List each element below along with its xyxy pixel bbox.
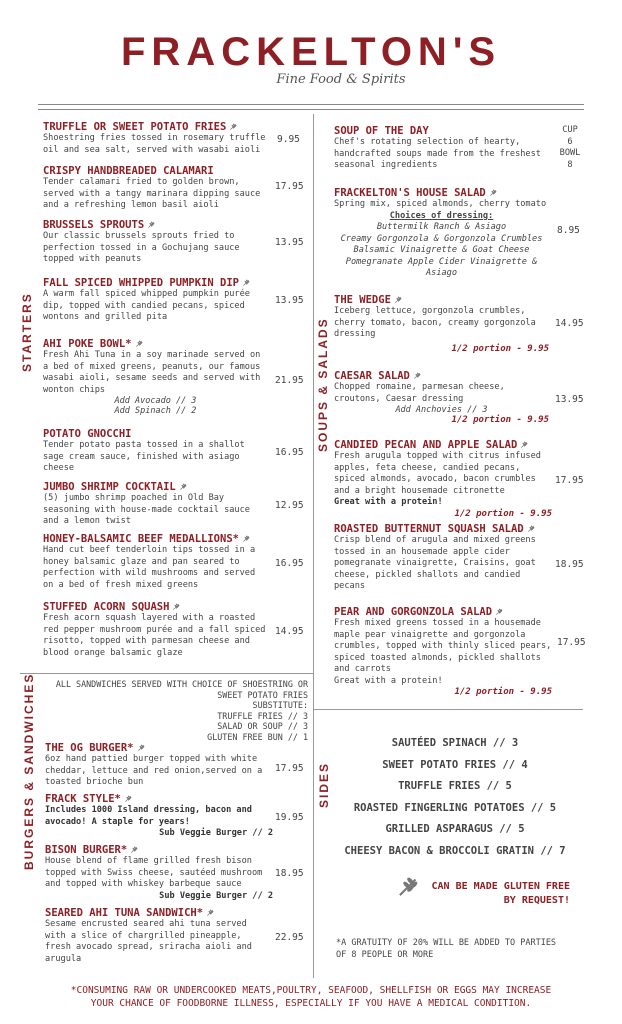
half-portion: 1/2 portion - 9.95: [451, 415, 549, 425]
dressing-option: Buttermilk Ranch & Asiago: [376, 222, 507, 232]
wheat-icon: [520, 440, 529, 449]
item-description: Tender calamari fried to golden brown, served with a tangy marinara dipping sauce and a refreshing lemon basil aioli: [43, 177, 261, 210]
dressing-option: Balsamic Vinaigrette & Goat Cheese: [353, 245, 530, 255]
dressing-option: Creamy Gorgonzola & Gorgonzola Crumbles: [340, 233, 543, 244]
item-name: CAESAR SALAD: [334, 370, 549, 382]
item-description: House blend of flame grilled fresh bison topped with Swiss cheese, sautéed mushroom and topped with whiskey barbeque sauce: [45, 856, 263, 889]
item-addon: Add Anchovies // 3: [395, 405, 488, 415]
starters-divider: [20, 673, 313, 674]
sides-list: [330, 733, 580, 862]
item-name: PEAR AND GORGONZOLA SALAD: [334, 606, 552, 618]
header-rule-bottom: [38, 109, 584, 110]
item-name: FALL SPICED WHIPPED PUMPKIN DIP: [43, 277, 268, 289]
wheat-icon: [229, 122, 238, 131]
half-portion: 1/2 portion - 9.95: [451, 343, 549, 354]
item-name: THE OG BURGER*: [45, 742, 270, 754]
menu-item: [45, 793, 273, 840]
item-price: 17.95: [555, 475, 584, 486]
menu-item: [43, 481, 268, 528]
section-label-soups-salads: SOUPS & SALADS: [316, 317, 330, 452]
wheat-icon: [130, 845, 139, 854]
item-name: ROASTED BUTTERNUT SQUASH SALAD: [334, 523, 552, 535]
menu-item: [334, 294, 549, 354]
item-addon: Add Spinach // 2: [114, 406, 197, 416]
menu-item: [43, 121, 268, 156]
wheat-icon: [137, 743, 146, 752]
item-price: 19.95: [275, 812, 304, 823]
item-price: 13.95: [275, 237, 304, 248]
item-price: 13.95: [275, 295, 304, 306]
side-item: SWEET POTATO FRIES // 4: [382, 758, 528, 771]
item-description: 6oz hand pattied burger topped with white cheddar, lettuce and red onion,served on a toasted brioche bun: [45, 754, 263, 787]
item-name: SOUP OF THE DAY: [334, 125, 429, 137]
menu-item: [43, 165, 268, 212]
item-name: STUFFED ACORN SQUASH: [43, 601, 268, 613]
menu-item: [45, 742, 270, 789]
item-price: 9.95: [277, 134, 300, 145]
item-addon: Add Avocado // 3: [114, 396, 197, 406]
item-name: CRISPY HANDBREADED CALAMARI: [43, 165, 214, 177]
wheat-icon: [489, 188, 498, 197]
section-label-sides: SIDES: [317, 761, 331, 808]
soup-prices: CUP 6 BOWL 8: [559, 125, 581, 170]
menu-item: [334, 187, 549, 280]
wheat-icon: [242, 278, 251, 287]
item-name: FRACKELTON'S HOUSE SALAD: [334, 187, 549, 199]
menu-item: [43, 533, 268, 591]
item-price: 16.95: [275, 558, 304, 569]
item-substitution: Sub Veggie Burger // 2: [159, 828, 273, 838]
menu-item: [334, 125, 549, 172]
salads-divider: [313, 709, 583, 710]
item-name: BISON BURGER*: [45, 844, 273, 856]
item-name: TRUFFLE OR SWEET POTATO FRIES: [43, 121, 268, 133]
menu-item: [43, 277, 268, 324]
item-price: 12.95: [275, 500, 304, 511]
item-description: Chopped romaine, parmesan cheese, croutons, Caesar dressing: [334, 382, 505, 404]
item-name: THE WEDGE: [334, 294, 549, 306]
item-description: Iceberg lettuce, gorgonzola crumbles, cherry tomato, bacon, creamy gorgonzola dressing: [334, 306, 536, 339]
wheat-icon: [206, 908, 215, 917]
menu-item: [43, 601, 268, 659]
item-price: 16.95: [275, 447, 304, 458]
side-item: CHEESY BACON & BROCCOLI GRATIN // 7: [344, 844, 566, 857]
item-name: BRUSSELS SPROUTS: [43, 219, 268, 231]
side-item: GRILLED ASPARAGUS // 5: [385, 823, 525, 835]
half-portion: 1/2 portion - 9.95: [454, 508, 552, 519]
half-portion: 1/2 portion - 9.95: [454, 687, 552, 697]
item-description: Chef's rotating selection of hearty, handcrafted soups made from the freshest seasonal ingredients: [334, 137, 541, 170]
restaurant-name: FRACKELTON'S: [120, 30, 502, 74]
item-description: Fresh Ahi Tuna in a soy marinade served on a bed of mixed greens, peanuts, our famous wasabi aioli, sesame seeds and served with wonton chips: [43, 350, 261, 395]
item-description: A warm fall spiced whipped pumpkin purée dip, topped with candied pecans, spiced wontons and grilled pita: [43, 289, 250, 322]
wheat-icon: [495, 607, 504, 616]
item-price: 17.95: [557, 637, 586, 648]
item-price: 14.95: [275, 626, 304, 637]
gratuity-notice: *A GRATUITY OF 20% WILL BE ADDED TO PARTIES OF 8 PEOPLE OR MORE: [336, 938, 557, 960]
gluten-free-notice: CAN BE MADE GLUTEN FREE BY REQUEST!: [431, 881, 570, 906]
item-substitution: Sub Veggie Burger // 2: [159, 890, 273, 901]
item-price: 8.95: [557, 225, 580, 236]
item-description: Sesame encrusted seared ahi tuna served with a slice of chargrilled pineapple, fresh avocado spread, sriracha aioli and arugula: [45, 919, 252, 964]
wheat-icon: [172, 602, 181, 611]
item-description: Includes 1000 Island dressing, bacon and avocado! A staple for years!: [45, 805, 252, 827]
menu-item: [45, 907, 270, 965]
item-name: HONEY-BALSAMIC BEEF MEDALLIONS*: [43, 533, 268, 545]
food-safety-disclaimer: *CONSUMING RAW OR UNDERCOOKED MEATS,POULTRY, SEAFOOD, SHELLFISH OR EGGS MAY INCREASE YOUR CHANCE OF FOODBORNE ILLNESS, ESPECIALLY IF YOU HAVE A MEDICAL CONDITION.: [70, 985, 552, 1009]
protein-note: Great with a protein!: [334, 675, 443, 686]
wheat-icon: [135, 339, 144, 348]
menu-item: [334, 523, 552, 593]
item-price: 22.95: [275, 932, 304, 943]
side-item: SAUTÉED SPINACH // 3: [391, 737, 519, 749]
item-name: POTATO GNOCCHI: [43, 428, 132, 440]
wheat-icon: [527, 524, 536, 533]
item-name: AHI POKE BOWL*: [43, 338, 268, 350]
item-description: Our classic brussels sprouts fried to perfection tossed in a Gochujang sauce topped with peanuts: [43, 231, 240, 264]
item-name: CANDIED PECAN AND APPLE SALAD: [334, 439, 552, 451]
item-price: 21.95: [275, 375, 304, 386]
item-description: Crisp blend of arugula and mixed greens tossed in an housemade apple cider pomegranate vinaigrette, Craisins, goat cheese, pickled shallots and candied pecans: [334, 535, 536, 591]
wheat-icon: [242, 534, 251, 543]
item-description: Shoestring fries tossed in rosemary truffle oil and sea salt, served with wasabi aioli: [43, 133, 266, 155]
menu-item: [43, 219, 268, 266]
item-price: 14.95: [555, 318, 584, 329]
item-description: (5) jumbo shrimp poached in Old Bay seasoning with house-made cocktail sauce and a lemon twist: [43, 493, 250, 526]
protein-note: Great with a protein!: [334, 497, 443, 507]
item-name: FRACK STYLE*: [45, 793, 273, 805]
section-label-starters: STARTERS: [20, 292, 34, 372]
dressing-title: Choices of dressing:: [389, 210, 494, 221]
sandwich-sides-note: ALL SANDWICHES SERVED WITH CHOICE OF SHOESTRING OR SWEET POTATO FRIES SUBSTITUTE: TRUFFLE FRIES // 3 SALAD OR SOUP // 3 GLUTEN FREE BUN // 1: [55, 679, 308, 742]
item-name: JUMBO SHRIMP COCKTAIL: [43, 481, 268, 493]
menu-item: [43, 338, 268, 416]
wheat-icon: [147, 220, 156, 229]
item-description: Fresh mixed greens tossed in a housemade maple pear vinaigrette and gorgonzola crumbles, topped with thinly sliced pears, spiced toasted almonds, pickled shallots and carrots: [334, 618, 552, 674]
item-price: 18.95: [275, 868, 304, 879]
menu-item: [334, 439, 552, 519]
wheat-icon: [413, 371, 422, 380]
wheat-icon: [394, 295, 403, 304]
column-divider: [313, 114, 314, 978]
wheat-icon: [124, 794, 133, 803]
menu-item: [334, 606, 552, 697]
item-price: 17.95: [275, 763, 304, 774]
item-price: 13.95: [555, 394, 584, 405]
menu-item: [334, 370, 549, 425]
item-price: 17.95: [275, 181, 304, 192]
side-item: TRUFFLE FRIES // 5: [398, 780, 512, 792]
wheat-icon: [179, 482, 188, 491]
section-label-burgers: BURGERS & SANDWICHES: [22, 672, 36, 870]
menu-item: [45, 844, 273, 902]
dressing-option: Pomegranate Apple Cider Vinaigrette & Asiago: [345, 256, 538, 278]
header-rule-top: [38, 104, 584, 105]
item-description: Fresh acorn squash layered with a roasted red pepper mushroom purée and a fall spiced risotto, topped with parmesan cheese and blood orange balsamic glaze: [43, 613, 266, 658]
restaurant-tagline: Fine Food & Spirits: [276, 72, 406, 87]
item-description: Hand cut beef tenderloin tips tossed in a honey balsamic glaze and pan seared to perfection with wild mushrooms and served on a bed of fresh mixed greens: [43, 545, 256, 590]
item-description: Spring mix, spiced almonds, cherry tomato: [334, 199, 547, 209]
item-price: 18.95: [555, 559, 584, 570]
side-item: ROASTED FINGERLING POTATOES // 5: [353, 801, 557, 814]
item-name: SEARED AHI TUNA SANDWICH*: [45, 907, 270, 919]
item-description: Fresh arugula topped with citrus infused apples, feta cheese, candied pecans, spiced almonds, avocado, bacon crumbles and a bright housemade citronette: [334, 451, 541, 496]
item-description: Tender potato pasta tossed in a shallot sage cream sauce, finished with asiago cheese: [43, 440, 245, 473]
menu-item: [43, 428, 268, 475]
